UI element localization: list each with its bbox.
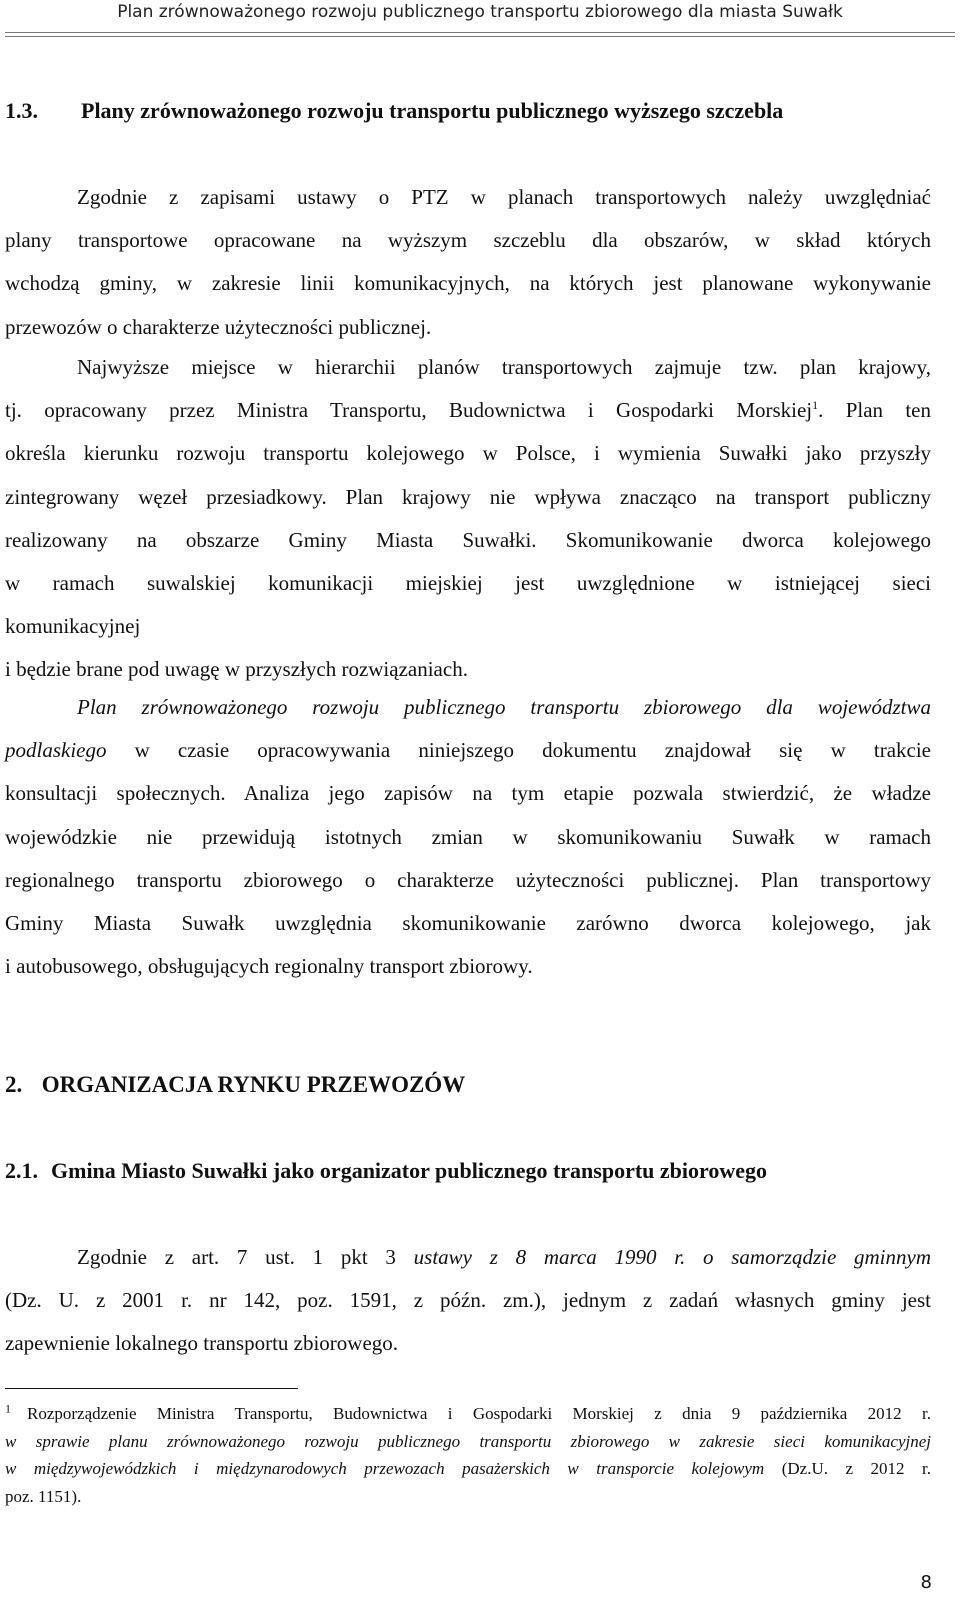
heading-number: 2.1. bbox=[5, 1158, 38, 1183]
section-heading-1-3 bbox=[5, 98, 783, 124]
paragraph-3 bbox=[5, 686, 931, 988]
text-line: konsultacji społecznych. Analiza jego zapisów na tym etapie pozwala stwierdzić, że władze bbox=[5, 781, 931, 806]
footnote-line bbox=[5, 1400, 931, 1428]
text-line: regionalnego transportu zbiorowego o charakterze użyteczności publicznej. Plan transportowy bbox=[5, 867, 931, 892]
heading-text: Plany zrównoważonego rozwoju transportu publicznego wyższego szczebla bbox=[81, 98, 784, 123]
text-line: Najwyższe miejsce w hierarchii planów transportowych zajmuje tzw. plan krajowy, bbox=[77, 355, 931, 379]
italic-text: w międzywojewódzkich i międzynarodowych przewozach pasażerskich w transporcie kolejowym bbox=[5, 1459, 765, 1479]
footnote-line bbox=[5, 1455, 931, 1483]
text-line: wchodzą gminy, w zakresie linii komunikacyjnych, na których jest planowane wykonywanie bbox=[5, 271, 931, 296]
running-header bbox=[0, 0, 960, 34]
text-line: Zgodnie z zapisami ustawy o PTZ w planach transportowych należy uwzględniać bbox=[77, 185, 931, 209]
text-line: komunikacyjnej bbox=[5, 614, 141, 639]
text-line: wojewódzkie nie przewidują istotnych zmian w skomunikowaniu Suwałk w ramach bbox=[5, 824, 931, 849]
text-line: określa kierunku rozwoju transportu kolejowego w Polsce, i wymienia Suwałki jako przyszły bbox=[5, 441, 931, 466]
heading-text: Gmina Miasto Suwałki jako organizator publicznego transportu zbiorowego bbox=[51, 1158, 768, 1183]
italic-law-title: ustawy z 8 marca 1990 r. o samorządzie gminnym bbox=[413, 1245, 931, 1269]
text-line bbox=[5, 686, 931, 729]
footnote bbox=[5, 1400, 931, 1510]
footnote-separator bbox=[5, 1388, 298, 1389]
footnote-line bbox=[5, 1428, 931, 1456]
text-line bbox=[5, 1236, 931, 1279]
text-line: plany transportowe opracowane na wyższym szczeblu dla obszarów, w skład których bbox=[5, 228, 931, 253]
footnote-reference: 1 bbox=[812, 398, 819, 413]
footnote-mark: 1 bbox=[5, 1401, 11, 1416]
header-rule bbox=[5, 32, 955, 37]
text-line: realizowany na obszarze Gminy Miasta Suwałki. Skomunikowanie dworca kolejowego bbox=[5, 527, 931, 552]
text-fragment: w czasie opracowywania niniejszego dokumentu znajdował się w trakcie bbox=[106, 738, 931, 763]
heading-number: 2. bbox=[5, 1072, 23, 1097]
text-line: i będzie brane pod uwagę w przyszłych rozwiązaniach. bbox=[5, 657, 468, 682]
header-title: Plan zrównoważonego rozwoju publicznego transportu zbiorowego dla miasta Suwałk bbox=[117, 2, 843, 22]
heading-text: ORGANIZACJA RYNKU PRZEWOZÓW bbox=[41, 1072, 466, 1097]
page-number: 8 bbox=[920, 1572, 932, 1593]
text-fragment: Zgodnie z art. 7 ust. 1 pkt 3 bbox=[77, 1245, 414, 1269]
text-line-with-footnote bbox=[5, 389, 931, 432]
italic-title: Plan zrównoważonego rozwoju publicznego transportu zbiorowego dla województwa bbox=[77, 695, 931, 719]
text-line: (Dz. U. z 2001 r. nr 142, poz. 1591, z późn. zm.), jednym z zadań własnych gminy jest bbox=[5, 1288, 931, 1313]
text-fragment: . Plan ten bbox=[818, 398, 931, 423]
section-heading-2 bbox=[5, 1072, 465, 1098]
heading-number: 1.3. bbox=[5, 98, 38, 123]
text-line: zapewnienie lokalnego transportu zbiorowego. bbox=[5, 1331, 399, 1356]
text-line bbox=[5, 729, 931, 772]
footnote-line: poz. 1151). bbox=[5, 1486, 82, 1506]
italic-title: podlaskiego bbox=[5, 738, 107, 763]
text-fragment: Rozporządzenie Ministra Transportu, Budownictwa i Gospodarki Morskiej z dnia 9 października 2012 r. bbox=[27, 1404, 931, 1423]
paragraph-2 bbox=[5, 346, 931, 692]
section-heading-2-1 bbox=[5, 1158, 767, 1184]
text-line: zintegrowany węzeł przesiadkowy. Plan krajowy nie wpływa znacząco na transport publiczny bbox=[5, 484, 931, 509]
italic-text: w sprawie planu zrównoważonego rozwoju publicznego transportu zbiorowego w zakresie sieci komunikacyjnej bbox=[5, 1431, 931, 1451]
text-fragment: (Dz.U. z 2012 r. bbox=[764, 1459, 932, 1479]
text-line: Gminy Miasta Suwałk uwzględnia skomunikowanie zarówno dworca kolejowego, jak bbox=[5, 911, 931, 936]
text-line: i autobusowego, obsługujących regionalny transport zbiorowy. bbox=[5, 954, 533, 979]
text-line: przewozów o charakterze użyteczności publicznej. bbox=[5, 314, 432, 339]
text-fragment: tj. opracowany przez Ministra Transportu, Budownictwa i Gospodarki Morskiej bbox=[5, 398, 813, 423]
paragraph-2-1 bbox=[5, 1236, 931, 1366]
text-line: w ramach suwalskiej komunikacji miejskiej jest uwzględnione w istniejącej sieci bbox=[5, 571, 931, 596]
paragraph-1 bbox=[5, 176, 931, 349]
